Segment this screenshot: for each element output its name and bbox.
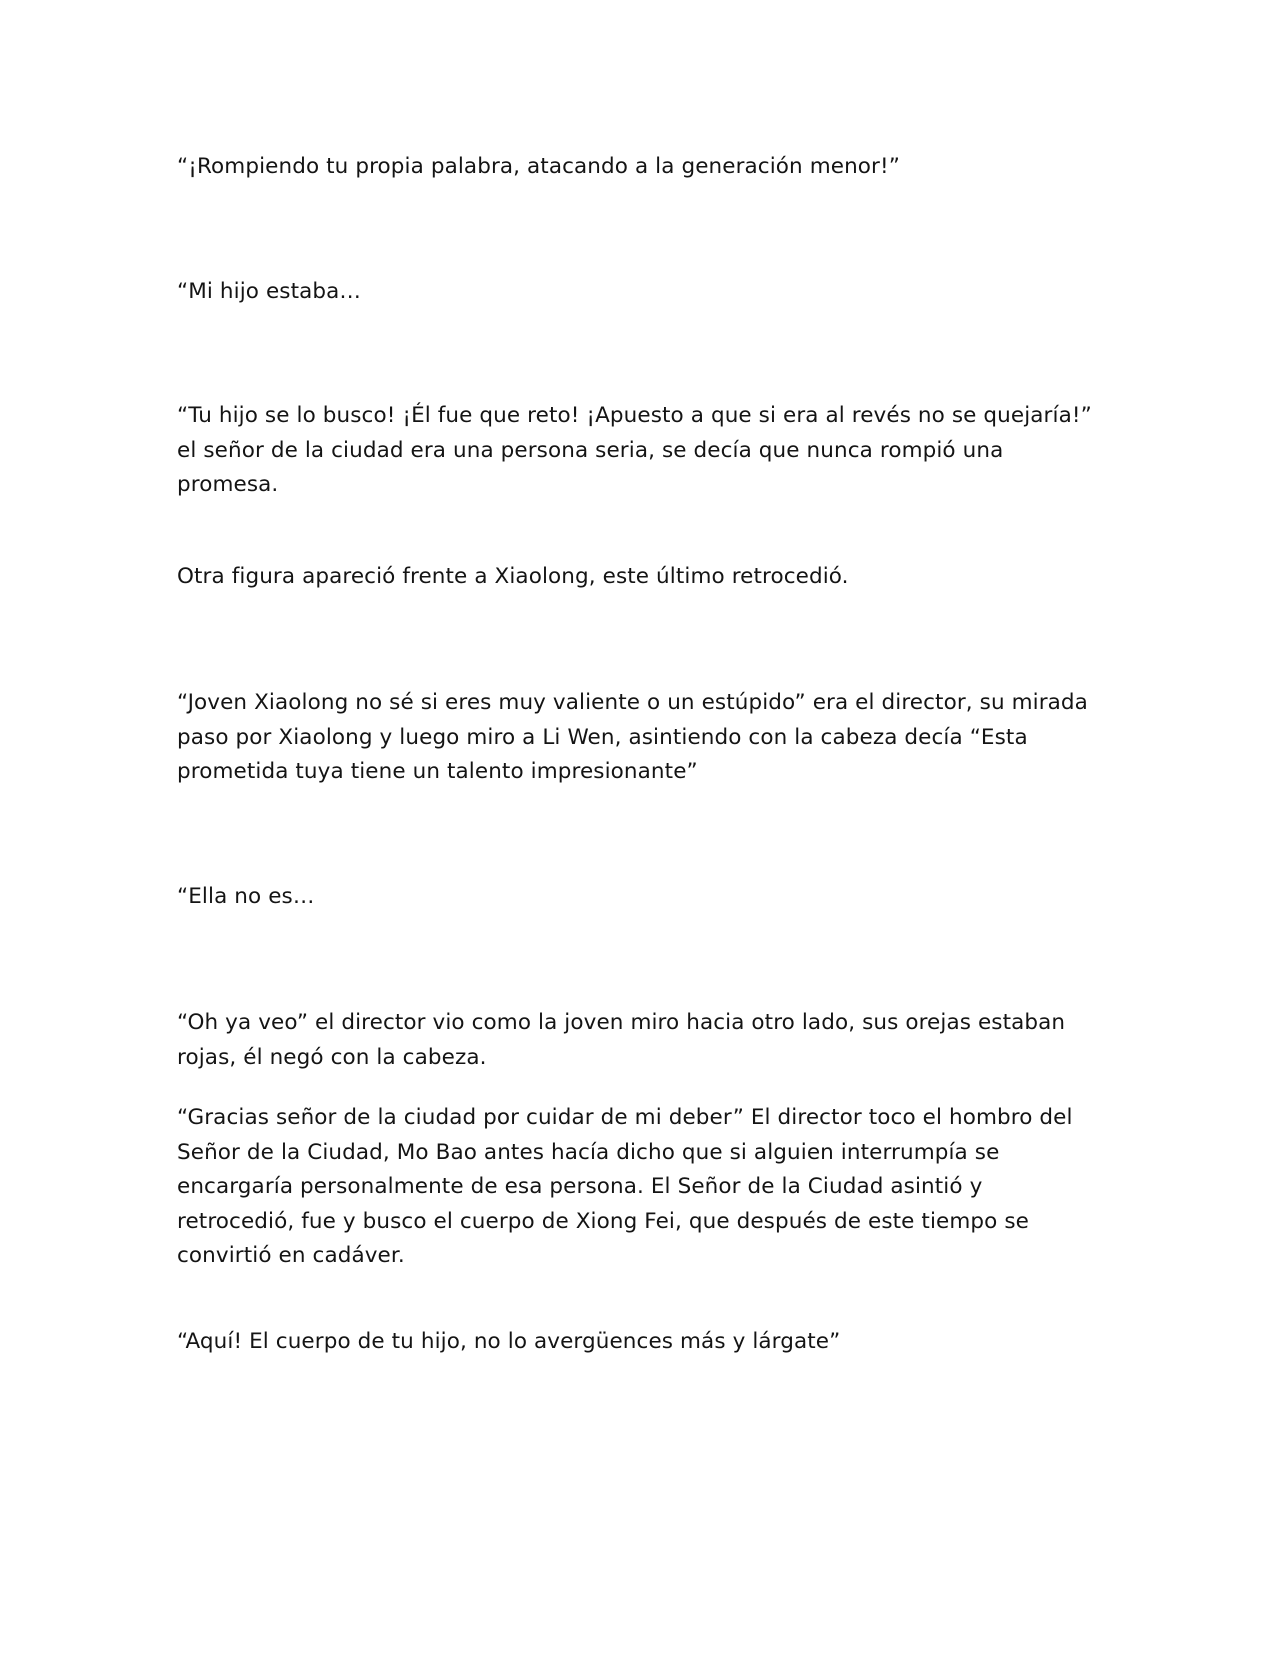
paragraph-2: “Mi hijo estaba… <box>177 279 362 304</box>
paragraph-5: “Joven Xiaolong no sé si eres muy valiente o un estúpido” era el director, su mirada paso por Xiaolong y luego miro a Li Wen, asintiendo con la cabeza decía “Esta prometida tuya tiene un talento impresionante” <box>177 690 1088 784</box>
paragraph-6: “Ella no es… <box>177 884 315 909</box>
paragraph-3: “Tu hijo se lo busco! ¡Él fue que reto! ¡Apuesto a que si era al revés no se quejaría!” el señor de la ciudad era una persona seria, se decía que nunca rompió una promesa. <box>177 403 1092 497</box>
paragraph-1: “¡Rompiendo tu propia palabra, atacando a la generación menor!” <box>177 154 900 179</box>
paragraph-9: “Aquí! El cuerpo de tu hijo, no lo avergüences más y lárgate” <box>177 1329 841 1354</box>
paragraph-4: Otra figura apareció frente a Xiaolong, este último retrocedió. <box>177 564 849 589</box>
paragraph-7: “Oh ya veo” el director vio como la joven miro hacia otro lado, sus orejas estaban rojas, él negó con la cabeza. <box>177 1010 1066 1070</box>
paragraph-8: “Gracias señor de la ciudad por cuidar de mi deber” El director toco el hombro del Señor de la Ciudad, Mo Bao antes hacía dicho que si alguien interrumpía se encargaría personalmente de esa persona. El Señor de la Ciudad asintió y retrocedió, fue y busco el cuerpo de Xiong Fei, que después de este tiempo se convirtió en cadáver. <box>177 1105 1073 1268</box>
